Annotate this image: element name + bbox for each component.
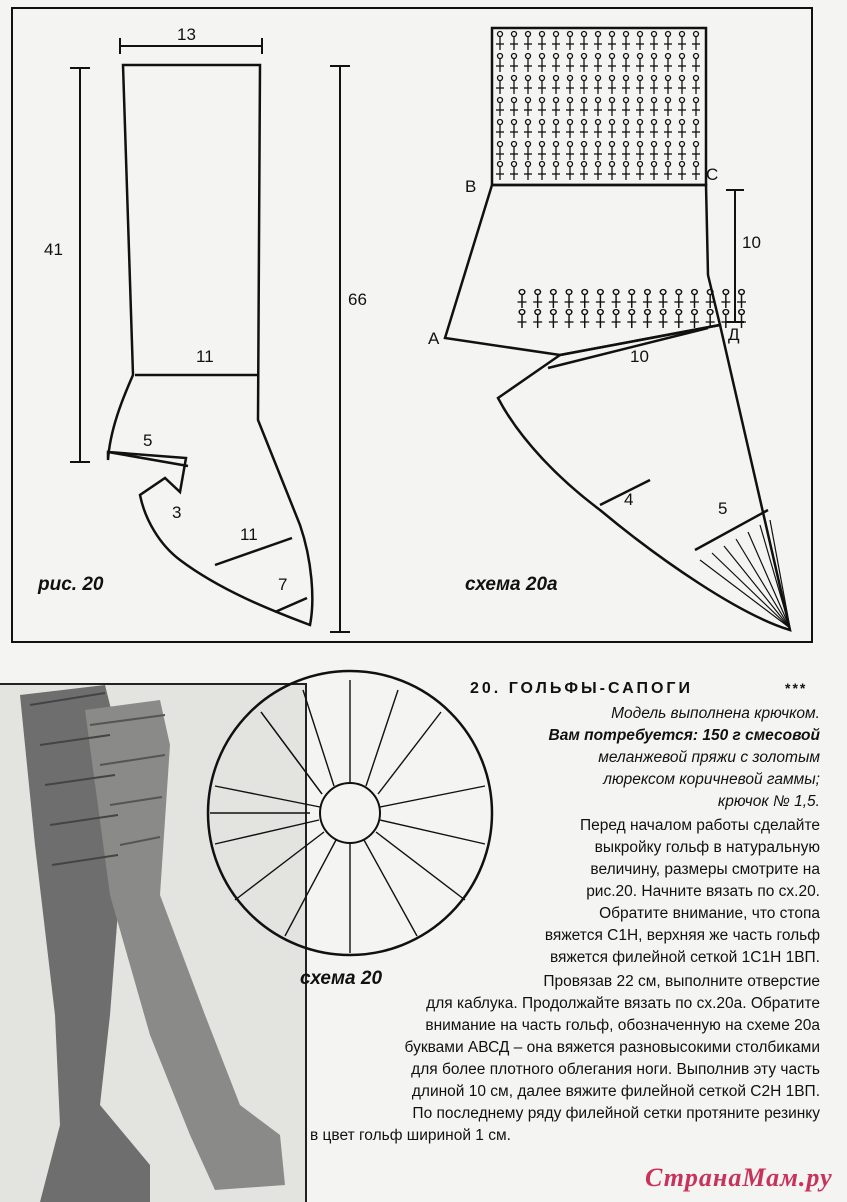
article-line-15: внимание на часть гольф, обозначенную на схеме 20а (425, 1017, 820, 1034)
article-line-13: Провязав 22 см, выполните отверстие (543, 973, 820, 990)
article-line-5: крючок № 1,5. (717, 793, 820, 810)
dim-foot: 11 (240, 525, 258, 544)
dim-bottom: 10 (630, 347, 649, 366)
dim-toe-20a: 5 (718, 499, 728, 518)
article-line-6: Перед началом работы сделайте (579, 817, 820, 834)
point-c: С (706, 165, 719, 184)
dim-ankle: 11 (196, 347, 214, 366)
article-line-16: буквами АВСД – она вяжется разновысокими столбиками (404, 1039, 820, 1056)
article-line-14: для каблука. Продолжайте вязать по сх.20а. Обратите (426, 995, 820, 1012)
dim-toe: 7 (278, 575, 288, 594)
article-line-20: в цвет гольф шириной 1 см. (310, 1127, 511, 1144)
article-line-3: меланжевой пряжи с золотым (598, 749, 820, 766)
sock-pattern-outline (108, 65, 312, 625)
article-line-11: вяжется С1Н, верхняя же часть гольф (544, 927, 820, 944)
article-line-9: рис.20. Начните вязать по сх.20. (586, 883, 820, 900)
article-line-2-text: Вам потребуется: 150 г смесовой (548, 727, 820, 744)
crochet-rows-top (496, 32, 700, 181)
article-line-10: Обратите внимание, что стопа (599, 905, 820, 922)
point-d: Д (728, 325, 740, 344)
point-b: В (465, 177, 477, 196)
article-line-18: длиной 10 см, далее вяжите филейной сеткой С2Н 1ВП. (411, 1083, 820, 1100)
site-watermark: СтранаМам.ру (645, 1163, 833, 1192)
dim-foot-20a: 4 (624, 490, 634, 509)
article-heading: 20. ГОЛЬФЫ-САПОГИ (470, 680, 693, 697)
dim-heel-small: 3 (172, 503, 182, 522)
article-line-8: величину, размеры смотрите на (590, 861, 820, 878)
article-line-12: вяжется филейной сеткой 1С1Н 1ВП. (549, 949, 820, 966)
point-a: А (428, 329, 440, 348)
caption-schema20: схема 20 (300, 968, 383, 988)
caption-schema20a: схема 20а (465, 574, 558, 595)
article-line-17: для более плотного облегания ноги. Выполнив эту часть (411, 1061, 820, 1078)
difficulty-stars: *** (785, 680, 808, 696)
dim-height: 10 (742, 233, 761, 252)
dim-left: 41 (44, 240, 63, 259)
dim-top: 13 (177, 25, 196, 44)
article-line-7: выкройку гольф в натуральную (594, 839, 820, 856)
article-line-4: люрексом коричневой гаммы; (603, 771, 820, 788)
article-line-1: Модель выполнена крючком. (611, 705, 820, 722)
dim-total: 66 (348, 290, 367, 309)
dim-heel-hole: 5 (143, 431, 153, 450)
article-line-19: По последнему ряду филейной сетки протяните резинку (412, 1105, 820, 1122)
caption-ris20: рис. 20 (38, 574, 104, 595)
dimension-lines (70, 38, 350, 632)
article-line-2 (300, 726, 820, 746)
